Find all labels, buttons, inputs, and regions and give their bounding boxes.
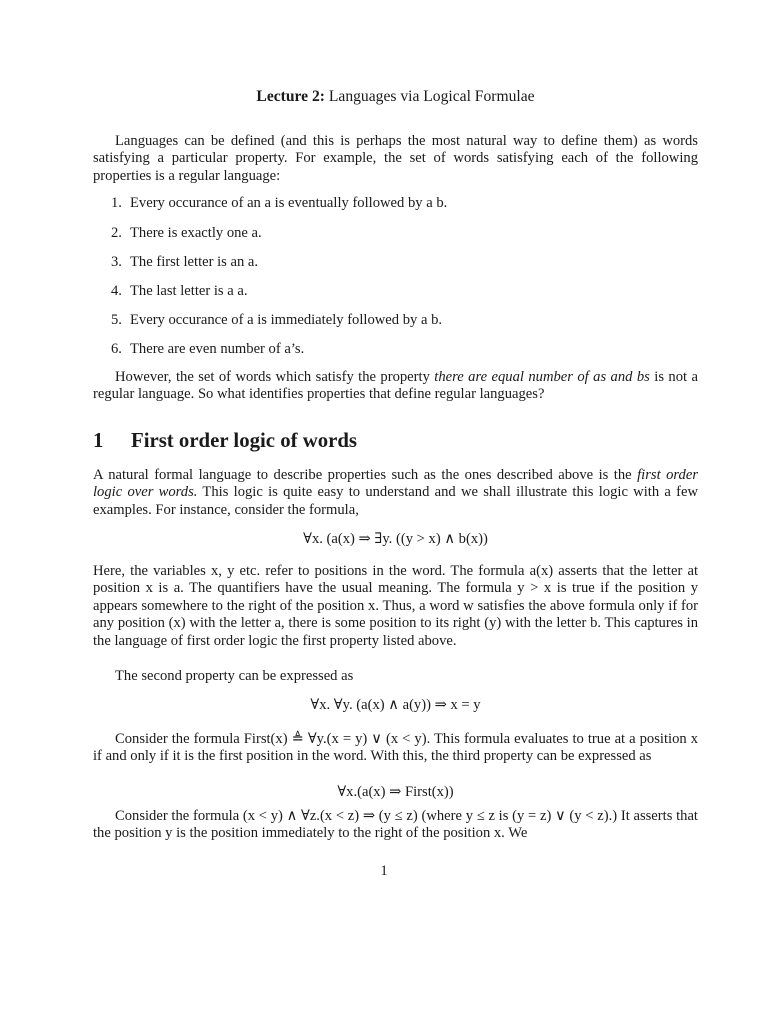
- list-item-text: The last letter is a a.: [130, 283, 248, 299]
- section-heading: [93, 429, 698, 453]
- lecture-title-rest: Languages via Logical Formulae: [328, 88, 535, 105]
- however-emphasis: there are equal number of as and bs: [434, 369, 650, 385]
- section-title: First order logic of words: [131, 429, 358, 452]
- however-post: is not a regular language. So what identifies properties that define regular languages?: [93, 369, 698, 403]
- list-item-number: 2.: [111, 225, 122, 241]
- intro-paragraph: Languages can be defined (and this is perhaps the most natural way to define them) as words satisfying a particular property. For example, the set of words satisfying each of the following properties is a regular language:: [93, 133, 698, 184]
- list-item-number: 6.: [111, 341, 122, 357]
- list-item-text: There are even number of a’s.: [130, 341, 305, 357]
- paragraph-second-property: The second property can be expressed as: [115, 668, 354, 684]
- list-item: [111, 341, 698, 359]
- para1-post: This logic is quite easy to understand and we shall illustrate this logic with a few examples. For instance, consider the formula,: [93, 484, 699, 518]
- list-item: [111, 225, 698, 243]
- list-item: [111, 312, 698, 330]
- section-number: 1: [93, 429, 104, 452]
- paragraph-variables: Here, the variables x, y etc. refer to positions in the word. The formula a(x) asserts that the letter at position x is a. The quantifiers have the usual meaning. The formula y > x is true if the position y appears somewhere to the right of the position x. Thus, a word w satisfies the above formula only if for any position (x) with the letter a, there is some position to its right (y) with the letter b. This captures in the language of first order logic the first property listed above.: [93, 563, 698, 649]
- however-paragraph: [93, 369, 698, 404]
- list-item: [111, 254, 698, 272]
- list-item-text: There is exactly one a.: [130, 225, 262, 241]
- paragraph-successor: Consider the formula (x < y) ∧ ∀z.(x < z) ⇒ (y ≤ z) (where y ≤ z is (y = z) ∨ (y < z).) It asserts that the position y is the position immediately to the right of the position x. We: [93, 808, 698, 842]
- list-item: [111, 283, 698, 301]
- formula-display: ∀x.(a(x) ⇒ First(x)): [337, 784, 454, 800]
- list-item-text: Every occurance of a is immediately followed by a b.: [130, 312, 443, 328]
- list-item-number: 4.: [111, 283, 122, 299]
- paragraph-first-order-logic: [93, 467, 698, 519]
- page-number: 1: [380, 863, 388, 879]
- list-item: [111, 195, 698, 213]
- list-item-number: 1.: [111, 195, 122, 211]
- list-item-number: 5.: [111, 312, 122, 328]
- lecture-title-bold: Lecture 2:: [256, 88, 325, 105]
- lecture-title: [93, 88, 698, 105]
- list-item-text: Every occurance of an a is eventually followed by a b.: [130, 195, 448, 211]
- para1-pre: A natural formal language to describe properties such as the ones described above is the: [93, 467, 638, 483]
- list-item-text: The first letter is an a.: [130, 254, 259, 270]
- para1-emphasis: first order logic over words.: [93, 467, 698, 501]
- paragraph-first-formula: Consider the formula First(x) ≜ ∀y.(x = y) ∨ (x < y). This formula evaluates to true at a position x if and only if it is the first position in the word. With this, the third property can be expressed as: [93, 731, 698, 765]
- formula-display: ∀x. (a(x) ⇒ ∃y. ((y > x) ∧ b(x)): [303, 531, 488, 547]
- list-item-number: 3.: [111, 254, 122, 270]
- however-pre: However, the set of words which satisfy the property: [115, 369, 435, 385]
- formula-display: ∀x. ∀y. (a(x) ∧ a(y)) ⇒ x = y: [310, 697, 481, 713]
